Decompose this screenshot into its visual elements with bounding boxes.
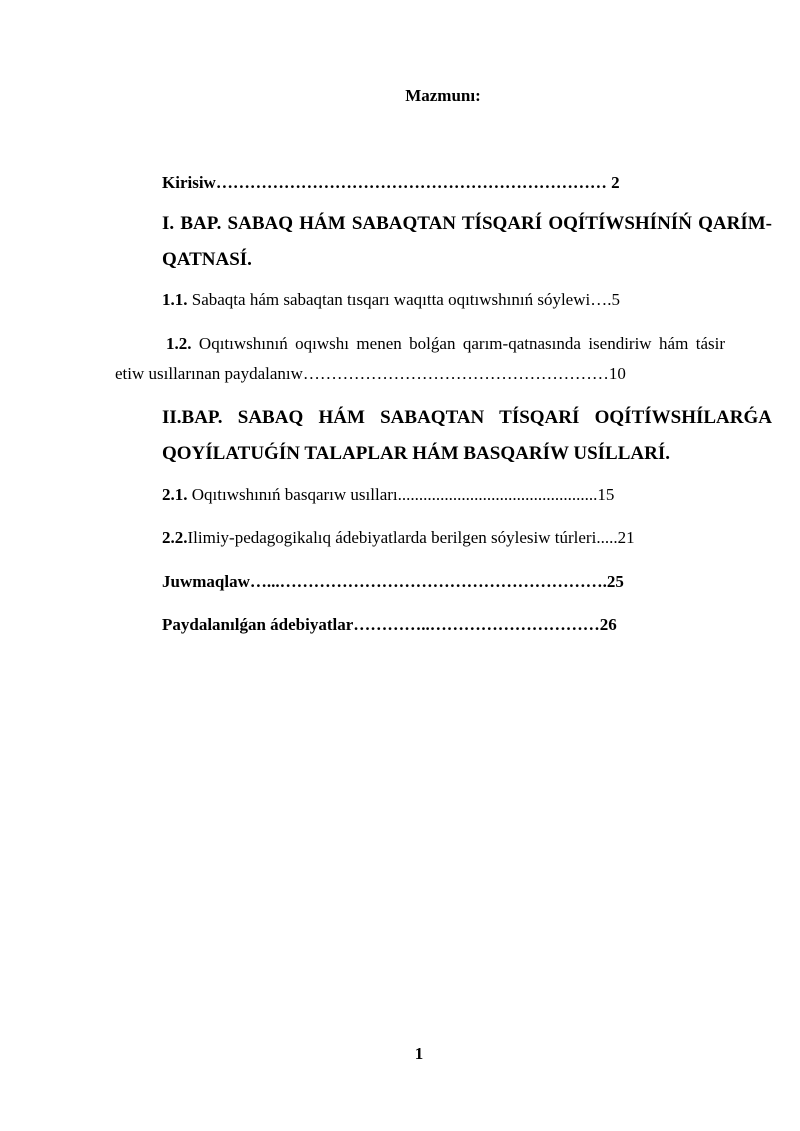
section-title: Oqıtıwshınıń oqıwshı menen bolǵan qarım-qatnasında isendiriw hám tásir etiw usıllarınan paydalanıw………………………………………………10 bbox=[115, 334, 725, 383]
toc-entry-section-1-2 bbox=[115, 329, 725, 389]
toc-entry-section-2-2 bbox=[115, 523, 772, 553]
section-title: Ilimiy-pedagogikalıq ádebiyatlarda berilgen sóylesiw túrleri.....21 bbox=[187, 528, 635, 547]
toc-title: Mazmunı: bbox=[405, 86, 481, 105]
toc-entry-conclusion: Juwmaqlaw…...………………………………………………….25 bbox=[162, 572, 624, 591]
section-title: Oqıtıwshınıń basqarıw usılları...............................................15 bbox=[187, 485, 615, 504]
toc-entry-section-2-1 bbox=[115, 480, 772, 510]
toc-entry-chapter-1: I. BAP. SABAQ HÁM SABAQTAN TÍSQARÍ OQÍTÍWSHÍNÍŃ QARÍM-QATNASÍ. bbox=[162, 213, 772, 270]
section-number: 1.2. bbox=[166, 334, 192, 353]
section-number: 1.1. bbox=[162, 290, 188, 309]
toc-entry-intro: Kirisiw…………………………………………………………… 2 bbox=[162, 173, 620, 192]
page-number: 1 bbox=[414, 1044, 424, 1063]
section-number: 2.2. bbox=[162, 528, 188, 547]
toc-entry-chapter-2: II.BAP. SABAQ HÁM SABAQTAN TÍSQARÍ OQÍTÍWSHÍLARǴA QOYÍLATUǴÍN TALAPLAR HÁM BASQARÍW USÍLLARÍ. bbox=[162, 407, 772, 464]
section-title: Sabaqta hám sabaqtan tısqarı waqıtta oqıtıwshınıń sóylewi….5 bbox=[187, 290, 620, 309]
section-number: 2.1. bbox=[162, 485, 188, 504]
toc-entry-section-1-1 bbox=[115, 285, 772, 315]
toc-entry-references: Paydalanılǵan ádebiyatlar…………..…………………………26 bbox=[162, 615, 617, 634]
